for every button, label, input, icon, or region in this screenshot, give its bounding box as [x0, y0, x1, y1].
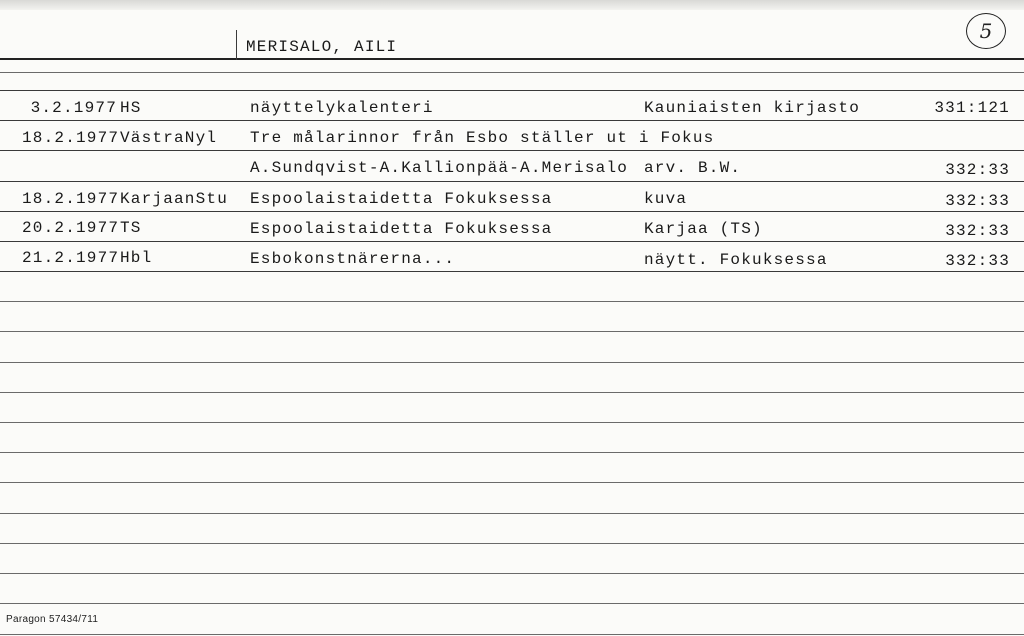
entry-title: näyttelykalenteri	[250, 99, 434, 117]
ruled-line	[0, 211, 1024, 212]
ruled-line	[0, 271, 1024, 272]
ruled-line	[0, 513, 1024, 514]
card-number-circle: 5	[966, 13, 1006, 49]
entry-note: näytt. Fokuksessa	[644, 251, 828, 269]
ruled-line	[0, 150, 1024, 151]
entry-note: kuva	[644, 190, 688, 208]
ruled-line	[0, 72, 1024, 73]
column-divider	[236, 30, 237, 60]
card-heading-name: MERISALO, AILI	[246, 38, 398, 56]
entry-date: 20.2.1977	[22, 219, 120, 237]
entry-note: Kauniaisten kirjasto	[644, 99, 861, 117]
ruled-line	[0, 573, 1024, 574]
ruled-line	[0, 181, 1024, 182]
entry-title: Tre målarinnor från Esbo ställer ut i Fokus	[250, 129, 715, 147]
card-top-edge	[0, 0, 1024, 10]
entry-date: 18.2.1977	[22, 129, 120, 147]
ruled-line	[0, 422, 1024, 423]
printer-mark: Paragon 57434/711	[6, 614, 99, 625]
ruled-line	[0, 452, 1024, 453]
entry-title: Espoolaistaidetta Fokuksessa	[250, 190, 553, 208]
entry-source: HS	[120, 99, 142, 117]
ruled-line	[0, 603, 1024, 604]
ruled-line	[0, 331, 1024, 332]
entry-title: Esbokonstnärerna...	[250, 250, 456, 268]
ruled-line	[0, 241, 1024, 242]
ruled-line	[0, 120, 1024, 121]
entry-title: A.Sundqvist-A.Kallionpää-A.Merisalo	[250, 159, 629, 177]
entry-note: Karjaa (TS)	[644, 220, 763, 238]
ruled-line	[0, 634, 1024, 635]
entry-date: 3.2.1977	[30, 99, 117, 117]
entry-ref: 332:33	[945, 222, 1010, 240]
ruled-line	[0, 543, 1024, 544]
entry-title: Espoolaistaidetta Fokuksessa	[250, 220, 553, 238]
entry-date: 18.2.1977	[22, 190, 120, 208]
ruled-line	[0, 362, 1024, 363]
entry-source: KarjaanStu	[120, 190, 229, 208]
entry-ref: 332:33	[945, 252, 1010, 270]
entry-source: Hbl	[120, 249, 153, 267]
entry-note: arv. B.W.	[644, 159, 742, 177]
entry-ref: 331:121	[934, 99, 1010, 117]
ruled-line	[0, 392, 1024, 393]
ruled-line	[0, 90, 1024, 91]
entry-ref: 332:33	[945, 192, 1010, 210]
ruled-line	[0, 301, 1024, 302]
entry-date: 21.2.1977	[22, 249, 120, 267]
entry-ref: 332:33	[945, 161, 1010, 179]
entry-source: VästraNyl	[120, 129, 218, 147]
entry-source: TS	[120, 219, 142, 237]
header-rule	[0, 58, 1024, 60]
ruled-line	[0, 482, 1024, 483]
